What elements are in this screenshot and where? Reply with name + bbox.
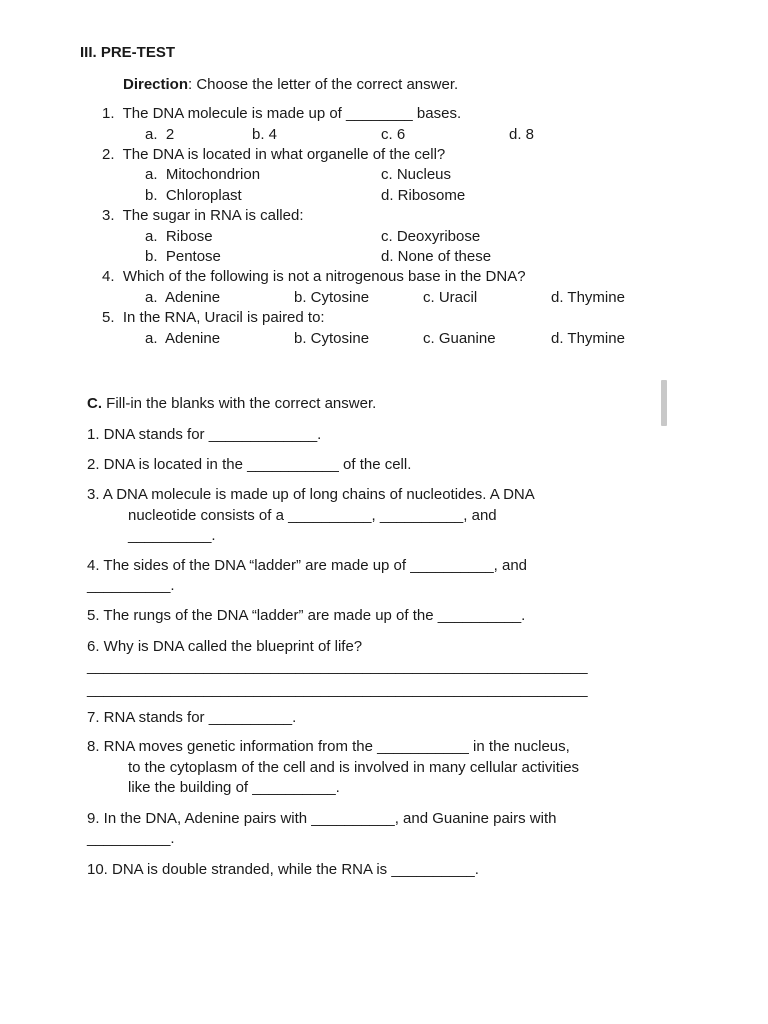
choice-d: d. Thymine — [551, 330, 625, 347]
choice-a: a. Adenine — [145, 330, 221, 347]
choice-c: c. Nucleus — [381, 166, 452, 183]
answer-line: ____________________________________________________________ — [87, 681, 588, 698]
scrollbar-thumb[interactable] — [661, 380, 667, 426]
choice-c: c. Guanine — [423, 330, 496, 347]
choice-a: a. Ribose — [145, 228, 213, 245]
choice-c: c. Deoxyribose — [381, 228, 481, 245]
choice-b: b. Cytosine — [294, 330, 370, 347]
fill-item-10: 10. DNA is double stranded, while the RNA is __________. — [87, 861, 479, 878]
item-line: 3. A DNA molecule is made up of long chains of nucleotides. A DNA — [87, 486, 535, 503]
question-stem: 5. In the RNA, Uracil is paired to: — [102, 309, 325, 326]
question-stem: 2. The DNA is located in what organelle of the cell? — [102, 146, 446, 163]
choice-d: d. None of these — [381, 248, 492, 265]
choice-d: d. Thymine — [551, 289, 625, 306]
item-line: 4. The sides of the DNA “ladder” are made up of __________, and — [87, 557, 528, 574]
choice-a: a. 2 — [145, 126, 175, 143]
choice-a: a. Adenine — [145, 289, 221, 306]
item-line: 9. In the DNA, Adenine pairs with __________, and Guanine pairs with — [87, 810, 557, 827]
item-line: __________. — [87, 577, 175, 594]
item-line: like the building of __________. — [128, 779, 340, 796]
item-line: nucleotide consists of a __________, __________, and — [128, 507, 497, 524]
choice-b: b. 4 — [252, 126, 278, 143]
item-line: to the cytoplasm of the cell and is involved in many cellular activities — [128, 759, 580, 776]
item-line: __________. — [87, 830, 175, 847]
item-line: 6. Why is DNA called the blueprint of life? — [87, 638, 363, 655]
fill-item-5: 5. The rungs of the DNA “ladder” are made up of the __________. — [87, 607, 526, 624]
choice-a: a. Mitochondrion — [145, 166, 261, 183]
question-stem: 1. The DNA molecule is made up of ________ bases. — [102, 105, 462, 122]
choice-c: c. Uracil — [423, 289, 478, 306]
item-line: 8. RNA moves genetic information from the ___________ in the nucleus, — [87, 738, 570, 755]
choice-b: b. Chloroplast — [145, 187, 242, 204]
direction-text: : Choose the letter of the correct answer. — [188, 76, 459, 93]
fill-item-1: 1. DNA stands for _____________. — [87, 426, 322, 443]
direction-line — [123, 75, 458, 95]
choice-d: d. 8 — [509, 126, 535, 143]
section-heading: III. PRE-TEST — [80, 44, 176, 61]
question-stem: 3. The sugar in RNA is called: — [102, 207, 304, 224]
item-line: __________. — [128, 527, 216, 544]
choice-b: b. Cytosine — [294, 289, 370, 306]
direction-label: Direction — [123, 76, 189, 93]
choice-b: b. Pentose — [145, 248, 221, 265]
fill-in-instruction — [87, 394, 376, 414]
choice-c: c. 6 — [381, 126, 406, 143]
section-label: C. — [87, 395, 102, 412]
fill-item-7: 7. RNA stands for __________. — [87, 709, 297, 726]
fill-item-2: 2. DNA is located in the ___________ of the cell. — [87, 456, 412, 473]
choice-d: d. Ribosome — [381, 187, 466, 204]
instruction-text: Fill-in the blanks with the correct answer. — [102, 395, 377, 412]
question-stem: 4. Which of the following is not a nitrogenous base in the DNA? — [102, 268, 526, 285]
answer-line: ____________________________________________________________ — [87, 658, 588, 675]
